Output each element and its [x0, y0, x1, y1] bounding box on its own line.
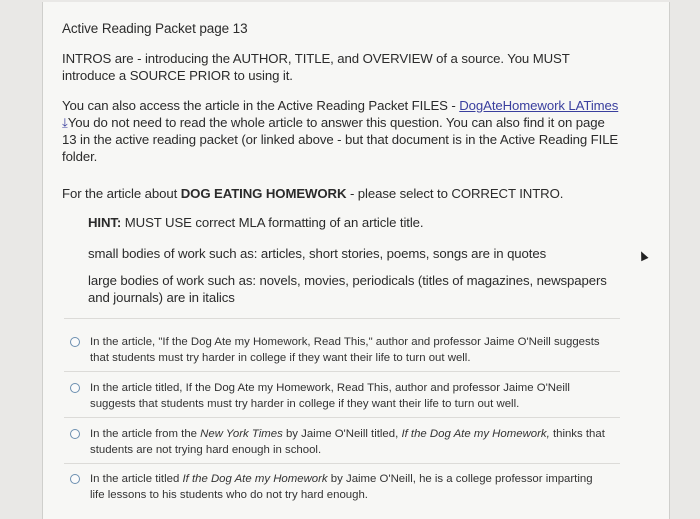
intro-paragraph: INTROS are - introducing the AUTHOR, TITLE, and OVERVIEW of a source. You MUST introduce a SOURCE PRIOR to using it. — [62, 51, 570, 83]
option-text: In the article titled, If the Dog Ate my Homework, Read This, author and professor Jaime O'Neill suggests that students must try harder in college if they want their life to turn out well. — [90, 382, 570, 410]
radio-button[interactable] — [70, 429, 80, 439]
radio-button[interactable] — [70, 474, 80, 484]
radio-button[interactable] — [70, 383, 80, 393]
divider — [64, 318, 620, 319]
radio-button[interactable] — [70, 337, 80, 347]
access-post-link-text: You do not need to read the whole article to answer this question. You can also find it on page 13 in the active reading packet (or linked above - but that document is in the Active Reading FILE folder. — [62, 115, 619, 164]
option-text: In the article, "If the Dog Ate my Homework, Read This," author and professor Jaime O'Neill suggests that students must try harder in college if they want their life to turn out well. — [90, 336, 600, 364]
access-paragraph — [62, 97, 622, 165]
question-prompt — [62, 185, 622, 202]
option-text: In the article titled If the Dog Ate my Homework by Jaime O'Neill, he is a college professor imparting life lessons to his students who do not try hard enough. — [90, 473, 593, 501]
hint-text — [88, 214, 618, 231]
divider — [64, 463, 620, 464]
download-arrow-icon[interactable]: ⤓ — [62, 115, 68, 130]
large-works-note: large bodies of work such as: novels, movies, periodicals (titles of magazines, newspapers and journals) are in italics — [88, 273, 607, 305]
small-works-note: small bodies of work such as: articles, short stories, poems, songs are in quotes — [88, 246, 547, 261]
option-text: In the article from the New York Times by Jaime O'Neill titled, If the Dog Ate my Homework, thinks that students are not trying hard enough in school. — [90, 428, 605, 456]
article-file-link[interactable]: DogAteHomework LATimes — [459, 98, 619, 113]
hint-body: MUST USE correct MLA formatting of an article title. — [121, 215, 424, 230]
question-post: - please select to CORRECT INTRO. — [346, 186, 564, 201]
access-pre-link-text: You can also access the article in the Active Reading Packet FILES - — [62, 98, 460, 113]
page-title: Active Reading Packet page 13 — [62, 21, 248, 36]
divider — [64, 371, 620, 372]
hint-label: HINT: — [88, 215, 122, 230]
question-pre: For the article about — [62, 186, 181, 201]
divider — [64, 417, 620, 418]
question-topic: DOG EATING HOMEWORK — [180, 186, 347, 201]
